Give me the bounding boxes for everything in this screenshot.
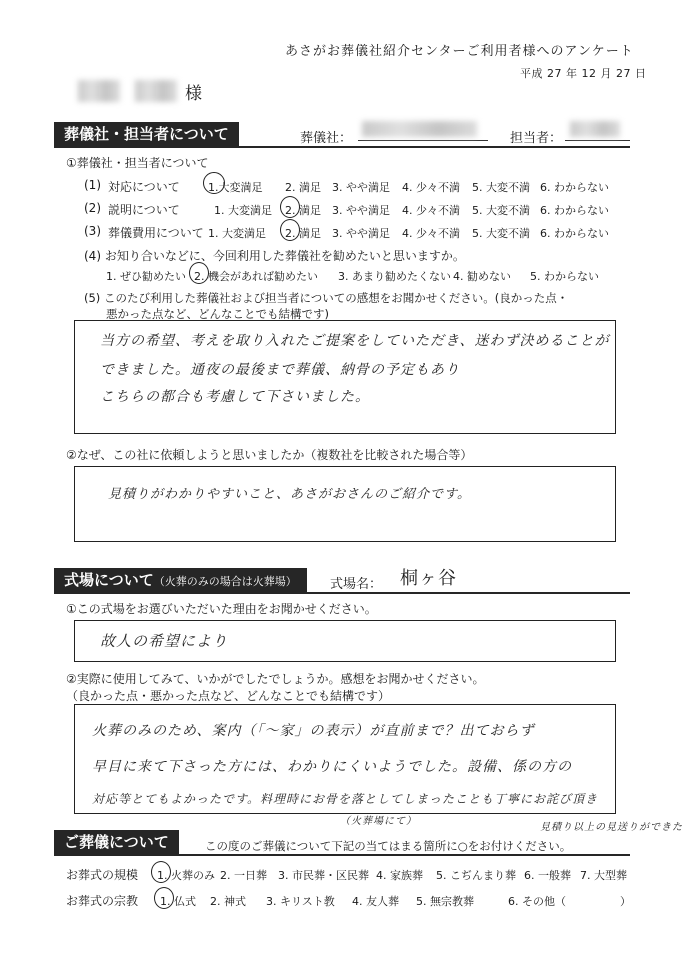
scale-opt-6: 6. 一般葬 [524, 869, 571, 882]
q4-opt-3: 3. あまり勧めたくない [338, 270, 451, 283]
religion-opt-1: 1. 仏式 [160, 895, 196, 908]
survey-date: 平成 27 年 12 月 27 日 [520, 67, 647, 80]
q4-text: (4) お知り合いなどに、今回利用した葬儀社を勧めたいと思いますか。 [84, 249, 465, 263]
answer5-line1: 当方の希望、考えを取り入れたご提案をしていただき、迷わず決めることが [100, 333, 610, 349]
row-1-opt-4: 4. 少々不満 [402, 181, 460, 194]
scale-circle [151, 861, 171, 883]
venue-q1: ①この式場をお選びいただいた理由をお聞かせください。 [66, 602, 377, 616]
religion-opt-6: 6. その他（ [508, 895, 566, 908]
row-1-label: 対応について [108, 180, 180, 194]
q5-line2: 悪かった点など、どんなことでも結構です) [106, 307, 329, 321]
row-1-num: (1) [84, 178, 101, 192]
religion-label: お葬式の宗教 [66, 894, 139, 908]
section-title-venue-note: （火葬のみの場合は火葬場） [153, 575, 297, 588]
religion-opt-6-close: ） [620, 895, 631, 908]
scale-opt-1: 1. 火葬のみ [157, 869, 215, 882]
venue-label: 式場名： [330, 577, 383, 592]
row-3-num: (3) [84, 224, 101, 238]
row-2-num: (2) [84, 201, 101, 215]
religion-opt-3: 3. キリスト教 [266, 895, 335, 908]
funeral-instruction: この度のご葬儀について下記の当てはまる箇所に○をお付けください。 [205, 839, 572, 853]
company-field [358, 140, 488, 141]
row-1-opt-3: 3. やや満足 [332, 181, 390, 194]
survey-title: あさがお葬儀社紹介センターご利用者様へのアンケート [285, 44, 634, 59]
venue-answer2-line1: 火葬のみのため、案内（「～家」の表示）が直前まで？出ておらず [92, 723, 535, 739]
redacted-company [362, 121, 477, 137]
row-3-opt-5: 5. 大変不満 [472, 227, 530, 240]
answer2-box [74, 466, 616, 542]
scale-opt-4: 4. 家族葬 [376, 869, 423, 882]
venue-answer2-line3: 対応等とてもよかったです。料理時にお骨を落としてしまったことも丁寧にお詫び頂き [92, 792, 599, 806]
section-divider [54, 854, 630, 856]
q2-heading: ②なぜ、この社に依頼しようと思いましたか（複数社を比較された場合等） [66, 448, 473, 462]
section-title-company [54, 122, 239, 146]
answer2-text: 見積りがわかりやすいこと、あさがおさんのご紹介です。 [108, 487, 471, 502]
row-2-opt-5: 5. 大変不満 [472, 204, 530, 217]
row-2-label: 説明について [108, 203, 180, 217]
section-divider [54, 146, 630, 148]
row-1-opt-6: 6. わからない [540, 181, 609, 194]
staff-label: 担当者： [510, 131, 563, 146]
q4-opt-2: 2. 機会があれば勧めたい [194, 270, 318, 283]
row-2-opt-4: 4. 少々不満 [402, 204, 460, 217]
venue-value: 桐ヶ谷 [400, 568, 457, 589]
row-2-opt-3: 3. やや満足 [332, 204, 390, 217]
row-1-opt-1: 1.大変満足 [208, 181, 263, 194]
honorific: 様 [185, 84, 202, 104]
row-3-circle [280, 219, 300, 241]
row-2-opt-6: 6. わからない [540, 204, 609, 217]
venue-overflow-note: 見積り以上の見送りができた [540, 822, 683, 833]
scale-opt-2: 2. 一日葬 [220, 869, 267, 882]
row-1-opt-2: 2. 満足 [285, 181, 321, 194]
q1-heading: ①葬儀社・担当者について [66, 156, 209, 170]
q4-circle [189, 262, 209, 284]
q4-opt-4: 4. 勧めない [453, 270, 511, 283]
q4-opt-1: 1. ぜひ勧めたい [106, 270, 186, 283]
row-3-label: 葬儀費用について [108, 226, 204, 240]
venue-answer2-line2: 早目に来て下さった方には、わかりにくいようでした。設備、係の方の [92, 759, 572, 775]
row-2-opt-1: 1. 大変満足 [214, 204, 272, 217]
venue-q2-line2: （良かった点・悪かった点など、どんなことでも結構です） [66, 689, 391, 703]
company-label: 葬儀社： [300, 131, 353, 146]
scale-opt-3: 3. 市民葬・区民葬 [278, 869, 369, 882]
row-3-opt-3: 3. やや満足 [332, 227, 390, 240]
q4-opt-5: 5. わからない [530, 270, 599, 283]
section-title-venue [54, 568, 307, 592]
section-title-funeral-text: ご葬儀について [64, 833, 169, 851]
redacted-staff [570, 121, 620, 137]
row-3-opt-1: 1. 大変満足 [208, 227, 266, 240]
answer5-line2: できました。通夜の最後まで葬儀、納骨の予定もあり [100, 362, 460, 378]
section-title-funeral [54, 830, 179, 854]
answer5-line3: こちらの都合も考慮して下さいました。 [100, 389, 370, 405]
row-2-opt-2: 2. 満足 [285, 204, 321, 217]
row-2-circle [280, 196, 300, 218]
row-3-opt-2: 2. 満足 [285, 227, 321, 240]
religion-opt-5: 5. 無宗教葬 [416, 895, 474, 908]
row-1-circle [203, 172, 225, 194]
staff-field [565, 140, 630, 141]
redacted-name-1 [78, 80, 120, 102]
redacted-name-2 [135, 80, 177, 102]
section-title-company-text: 葬儀社・担当者について [64, 125, 229, 143]
religion-opt-2: 2. 神式 [210, 895, 246, 908]
venue-q2-line1: ②実際に使用してみて、いかがでしたでしょうか。感想をお聞かせください。 [66, 672, 485, 686]
row-1-opt-5: 5. 大変不満 [472, 181, 530, 194]
row-3-opt-6: 6. わからない [540, 227, 609, 240]
scale-opt-7: 7. 大型葬 [580, 869, 627, 882]
venue-small-note: （火葬場にて） [340, 816, 417, 827]
q5-line1: (5) このたび利用した葬儀社および担当者についての感想をお聞かせください。(良かった点・ [84, 291, 569, 305]
scale-label: お葬式の規模 [66, 868, 139, 882]
religion-circle [154, 887, 174, 909]
section-title-venue-text: 式場について [64, 571, 154, 589]
section-divider [54, 592, 630, 594]
religion-opt-4: 4. 友人葬 [352, 895, 399, 908]
venue-answer1: 故人の希望により [100, 632, 229, 650]
row-3-opt-4: 4. 少々不満 [402, 227, 460, 240]
scale-opt-5: 5. こぢんまり葬 [436, 869, 516, 882]
